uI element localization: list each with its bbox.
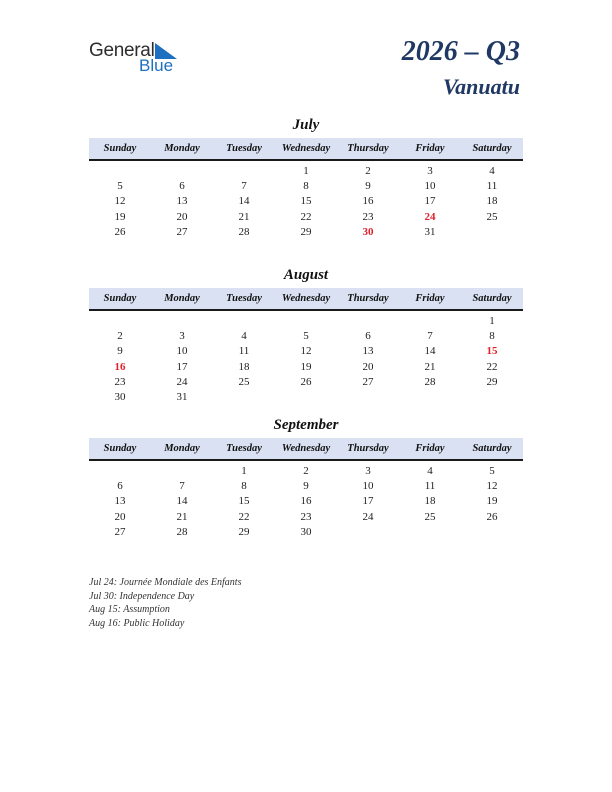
day-cell: 18	[238, 360, 250, 373]
day-cell: 25	[486, 210, 498, 223]
day-cell: 11	[486, 180, 498, 193]
day-cell: 27	[114, 525, 126, 538]
day-cell: 5	[489, 465, 495, 477]
weekday-thursday: Thursday	[347, 293, 389, 304]
day-cell: 9	[365, 180, 371, 193]
day-cell: 6	[365, 330, 371, 343]
weekday-header	[89, 438, 523, 461]
day-cell	[151, 164, 213, 179]
day-cell: 8	[303, 180, 309, 193]
day-cell	[213, 314, 275, 329]
day-cell	[399, 390, 461, 405]
weekday-tuesday: Tuesday	[226, 443, 262, 454]
day-cell	[213, 164, 275, 179]
day-cell: 11	[424, 480, 436, 493]
day-cell: 23	[362, 210, 374, 223]
week-row	[89, 225, 523, 240]
day-cell: 28	[238, 225, 250, 238]
day-cell: 2	[117, 330, 123, 343]
day-cell: 4	[489, 165, 495, 177]
day-cell: 13	[114, 495, 126, 508]
day-cell: 29	[486, 375, 498, 388]
weekday-saturday: Saturday	[472, 143, 512, 154]
day-cell	[337, 314, 399, 329]
day-cell: 14	[238, 195, 250, 208]
day-cell: 12	[486, 480, 498, 493]
day-cell: 14	[176, 495, 188, 508]
day-cell: 25	[424, 510, 436, 523]
holiday-note: Aug 15: Assumption	[89, 604, 170, 616]
day-grid	[89, 464, 523, 540]
week-row	[89, 344, 523, 359]
day-cell	[89, 164, 151, 179]
holiday-day-cell: 24	[424, 210, 436, 223]
weekday-sunday: Sunday	[103, 443, 137, 454]
day-cell: 9	[117, 345, 123, 358]
week-row	[89, 510, 523, 525]
weekday-monday: Monday	[164, 143, 200, 154]
day-cell: 17	[362, 495, 374, 508]
day-cell: 27	[362, 375, 374, 388]
day-cell	[151, 464, 213, 479]
weekday-friday: Friday	[415, 293, 445, 304]
day-cell: 1	[489, 315, 495, 327]
week-row	[89, 494, 523, 509]
day-cell: 26	[486, 510, 498, 523]
day-cell: 20	[114, 510, 126, 523]
day-cell	[399, 314, 461, 329]
day-cell: 23	[114, 375, 126, 388]
day-cell: 1	[303, 165, 309, 177]
week-row	[89, 479, 523, 494]
day-cell: 28	[424, 375, 436, 388]
day-cell: 7	[241, 180, 247, 193]
day-cell	[461, 525, 523, 540]
page-title: 2026 – Q3	[401, 36, 520, 67]
day-cell: 28	[176, 525, 188, 538]
day-cell	[461, 225, 523, 240]
day-cell: 10	[362, 480, 374, 493]
day-cell: 11	[238, 345, 250, 358]
day-cell: 6	[117, 480, 123, 493]
weekday-wednesday: Wednesday	[281, 293, 331, 304]
day-cell: 4	[427, 465, 433, 477]
day-grid	[89, 164, 523, 240]
weekday-friday: Friday	[415, 443, 445, 454]
holiday-notes	[89, 576, 241, 631]
day-cell: 15	[300, 195, 312, 208]
weekday-wednesday: Wednesday	[281, 143, 331, 154]
day-cell: 25	[238, 375, 250, 388]
day-cell: 5	[117, 180, 123, 193]
holiday-note: Aug 16: Public Holiday	[89, 618, 185, 630]
weekday-wednesday: Wednesday	[281, 443, 331, 454]
day-cell	[275, 390, 337, 405]
day-cell: 18	[424, 495, 436, 508]
month-title: July	[292, 117, 320, 133]
weekday-tuesday: Tuesday	[226, 143, 262, 154]
day-cell: 21	[238, 210, 250, 223]
week-row	[89, 390, 523, 405]
holiday-note: Jul 24: Journée Mondiale des Enfants	[89, 577, 242, 588]
day-cell: 24	[362, 510, 374, 523]
day-cell: 30	[114, 390, 126, 403]
day-cell	[275, 314, 337, 329]
day-cell: 12	[114, 195, 126, 208]
week-row	[89, 464, 523, 479]
weekday-monday: Monday	[164, 443, 200, 454]
weekday-sunday: Sunday	[103, 143, 137, 154]
holiday-note: Jul 30: Independence Day	[89, 590, 195, 602]
day-cell: 26	[114, 225, 126, 238]
week-row	[89, 210, 523, 225]
day-cell: 12	[300, 345, 312, 358]
day-cell: 21	[424, 360, 436, 373]
day-cell: 16	[300, 495, 312, 508]
day-cell: 24	[176, 375, 188, 388]
day-cell: 19	[486, 495, 498, 508]
day-cell: 7	[179, 480, 185, 493]
day-cell	[337, 390, 399, 405]
day-cell: 10	[176, 345, 188, 358]
day-cell: 1	[241, 465, 247, 477]
day-cell: 29	[238, 525, 250, 538]
day-cell: 22	[300, 210, 312, 223]
day-cell: 3	[179, 330, 185, 343]
week-row	[89, 194, 523, 209]
day-cell: 5	[303, 330, 309, 343]
day-cell: 17	[424, 195, 436, 208]
day-cell: 27	[176, 225, 188, 238]
weekday-header	[89, 288, 523, 311]
month-title: August	[283, 267, 329, 283]
weekday-sunday: Sunday	[103, 293, 137, 304]
day-cell: 22	[486, 360, 498, 373]
week-row	[89, 375, 523, 390]
weekday-monday: Monday	[164, 293, 200, 304]
day-cell	[89, 464, 151, 479]
day-cell: 13	[176, 195, 188, 208]
day-grid	[89, 314, 523, 405]
week-row	[89, 360, 523, 375]
day-cell: 14	[424, 345, 436, 358]
week-row	[89, 164, 523, 179]
day-cell: 3	[365, 465, 371, 477]
weekday-thursday: Thursday	[347, 443, 389, 454]
day-cell: 21	[176, 510, 188, 523]
day-cell: 19	[300, 360, 312, 373]
day-cell: 4	[241, 330, 247, 343]
month-title: September	[273, 417, 339, 433]
day-cell: 30	[300, 525, 312, 538]
day-cell	[461, 390, 523, 405]
day-cell: 26	[300, 375, 312, 388]
day-cell: 6	[179, 180, 185, 193]
day-cell	[399, 525, 461, 540]
holiday-day-cell: 16	[114, 360, 126, 373]
weekday-header	[89, 138, 523, 161]
weekday-saturday: Saturday	[472, 443, 512, 454]
day-cell: 20	[362, 360, 374, 373]
weekday-tuesday: Tuesday	[226, 293, 262, 304]
day-cell: 19	[114, 210, 126, 223]
day-cell	[213, 390, 275, 405]
day-cell: 29	[300, 225, 312, 238]
day-cell: 2	[303, 465, 309, 477]
day-cell: 13	[362, 345, 374, 358]
day-cell: 31	[176, 390, 188, 403]
day-cell: 7	[427, 330, 433, 343]
day-cell: 16	[362, 195, 374, 208]
day-cell: 8	[241, 480, 247, 493]
day-cell: 10	[424, 180, 436, 193]
generalblue-logo	[89, 40, 199, 80]
day-cell	[151, 314, 213, 329]
country-name: Vanuatu	[442, 74, 520, 99]
week-row	[89, 179, 523, 194]
day-cell: 15	[238, 495, 250, 508]
day-cell: 9	[303, 480, 309, 493]
logo-text-general: General	[89, 40, 155, 61]
day-cell: 18	[486, 195, 498, 208]
day-cell: 17	[176, 360, 188, 373]
weekday-thursday: Thursday	[347, 143, 389, 154]
week-row	[89, 525, 523, 540]
weekday-saturday: Saturday	[472, 293, 512, 304]
holiday-day-cell: 15	[486, 345, 498, 358]
week-row	[89, 329, 523, 344]
day-cell: 2	[365, 165, 371, 177]
day-cell: 3	[427, 165, 433, 177]
day-cell: 31	[424, 225, 436, 238]
logo-text-blue: Blue	[139, 56, 174, 75]
day-cell: 22	[238, 510, 250, 523]
holiday-day-cell: 30	[362, 225, 374, 238]
day-cell	[89, 314, 151, 329]
day-cell	[337, 525, 399, 540]
day-cell: 23	[300, 510, 312, 523]
day-cell: 20	[176, 210, 188, 223]
week-row	[89, 314, 523, 329]
day-cell: 8	[489, 330, 495, 343]
weekday-friday: Friday	[415, 143, 445, 154]
